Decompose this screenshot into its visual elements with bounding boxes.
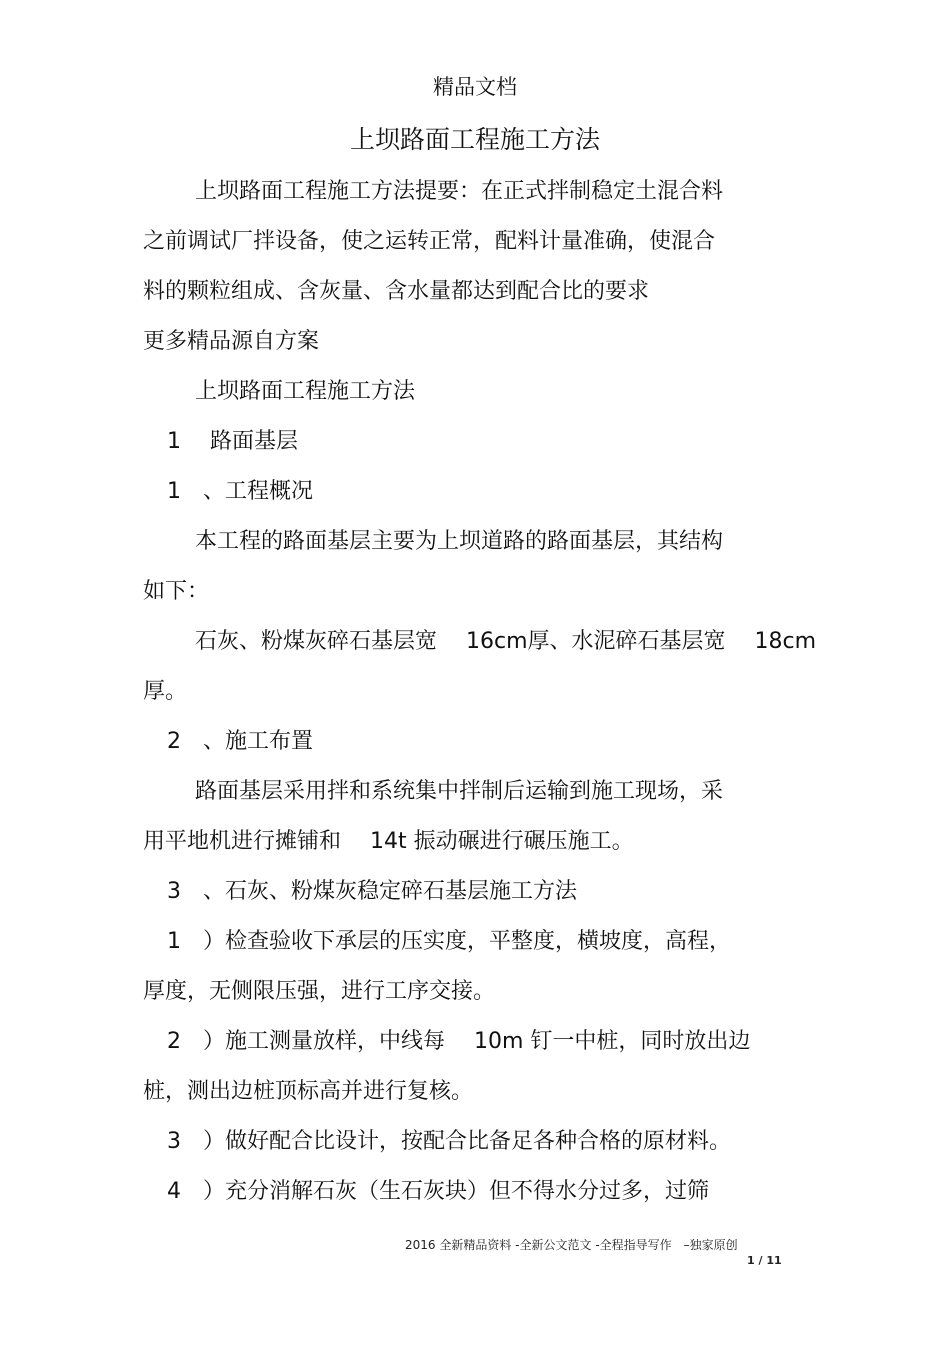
body-line: 更多精品源自方案	[143, 329, 320, 354]
body-line: 之前调试厂拌设备，使之运转正常，配料计量准确，使混合	[143, 229, 716, 254]
body-line: 如下：	[143, 579, 210, 604]
list-item: 4 ）充分消解石灰（生石灰块）但不得水分过多，过筛	[167, 1179, 709, 1204]
body-line: 上坝路面工程施工方法提要：在正式拌制稳定土混合料	[195, 179, 724, 204]
section-heading: 2 、施工布置	[167, 729, 313, 754]
section-heading: 3 、石灰、粉煤灰稳定碎石基层施工方法	[167, 879, 577, 904]
body-line: 本工程的路面基层主要为上坝道路的路面基层，其结构	[195, 529, 724, 554]
body-line: 桩，测出边桩顶标高并进行复核。	[143, 1079, 474, 1104]
body-line: 料的颗粒组成、含灰量、含水量都达到配合比的要求	[143, 279, 650, 304]
section-heading: 1 、工程概况	[167, 479, 313, 504]
body-line: 上坝路面工程施工方法	[195, 379, 416, 404]
list-item: 3 ）做好配合比设计，按配合比备足各种合格的原材料。	[167, 1129, 731, 1154]
body-line: 厚度，无侧限压强，进行工序交接。	[143, 979, 496, 1004]
section-heading: 1 路面基层	[167, 429, 298, 454]
body-line: 路面基层采用拌和系统集中拌制后运输到施工现场，采	[195, 779, 724, 804]
body-line: 石灰、粉煤灰碎石基层宽 16cm厚、水泥碎石基层宽 18cm	[195, 629, 817, 654]
page-number: 1 / 11	[747, 1254, 782, 1267]
body-line: 厚。	[143, 679, 188, 704]
list-item: 1 ）检查验收下承层的压实度，平整度，横坡度，高程，	[167, 929, 731, 954]
page-footer: 2016 全新精品资料 -全新公文范文 -全程指导写作 –独家原创	[405, 1238, 738, 1252]
document-title: 上坝路面工程施工方法	[349, 125, 600, 154]
list-item: 2 ）施工测量放样，中线每 10m 钉一中桩，同时放出边	[167, 1029, 751, 1054]
body-line: 用平地机进行摊铺和 14t 振动碾进行碾压施工。	[143, 829, 634, 854]
page-header: 精品文档	[433, 75, 517, 99]
